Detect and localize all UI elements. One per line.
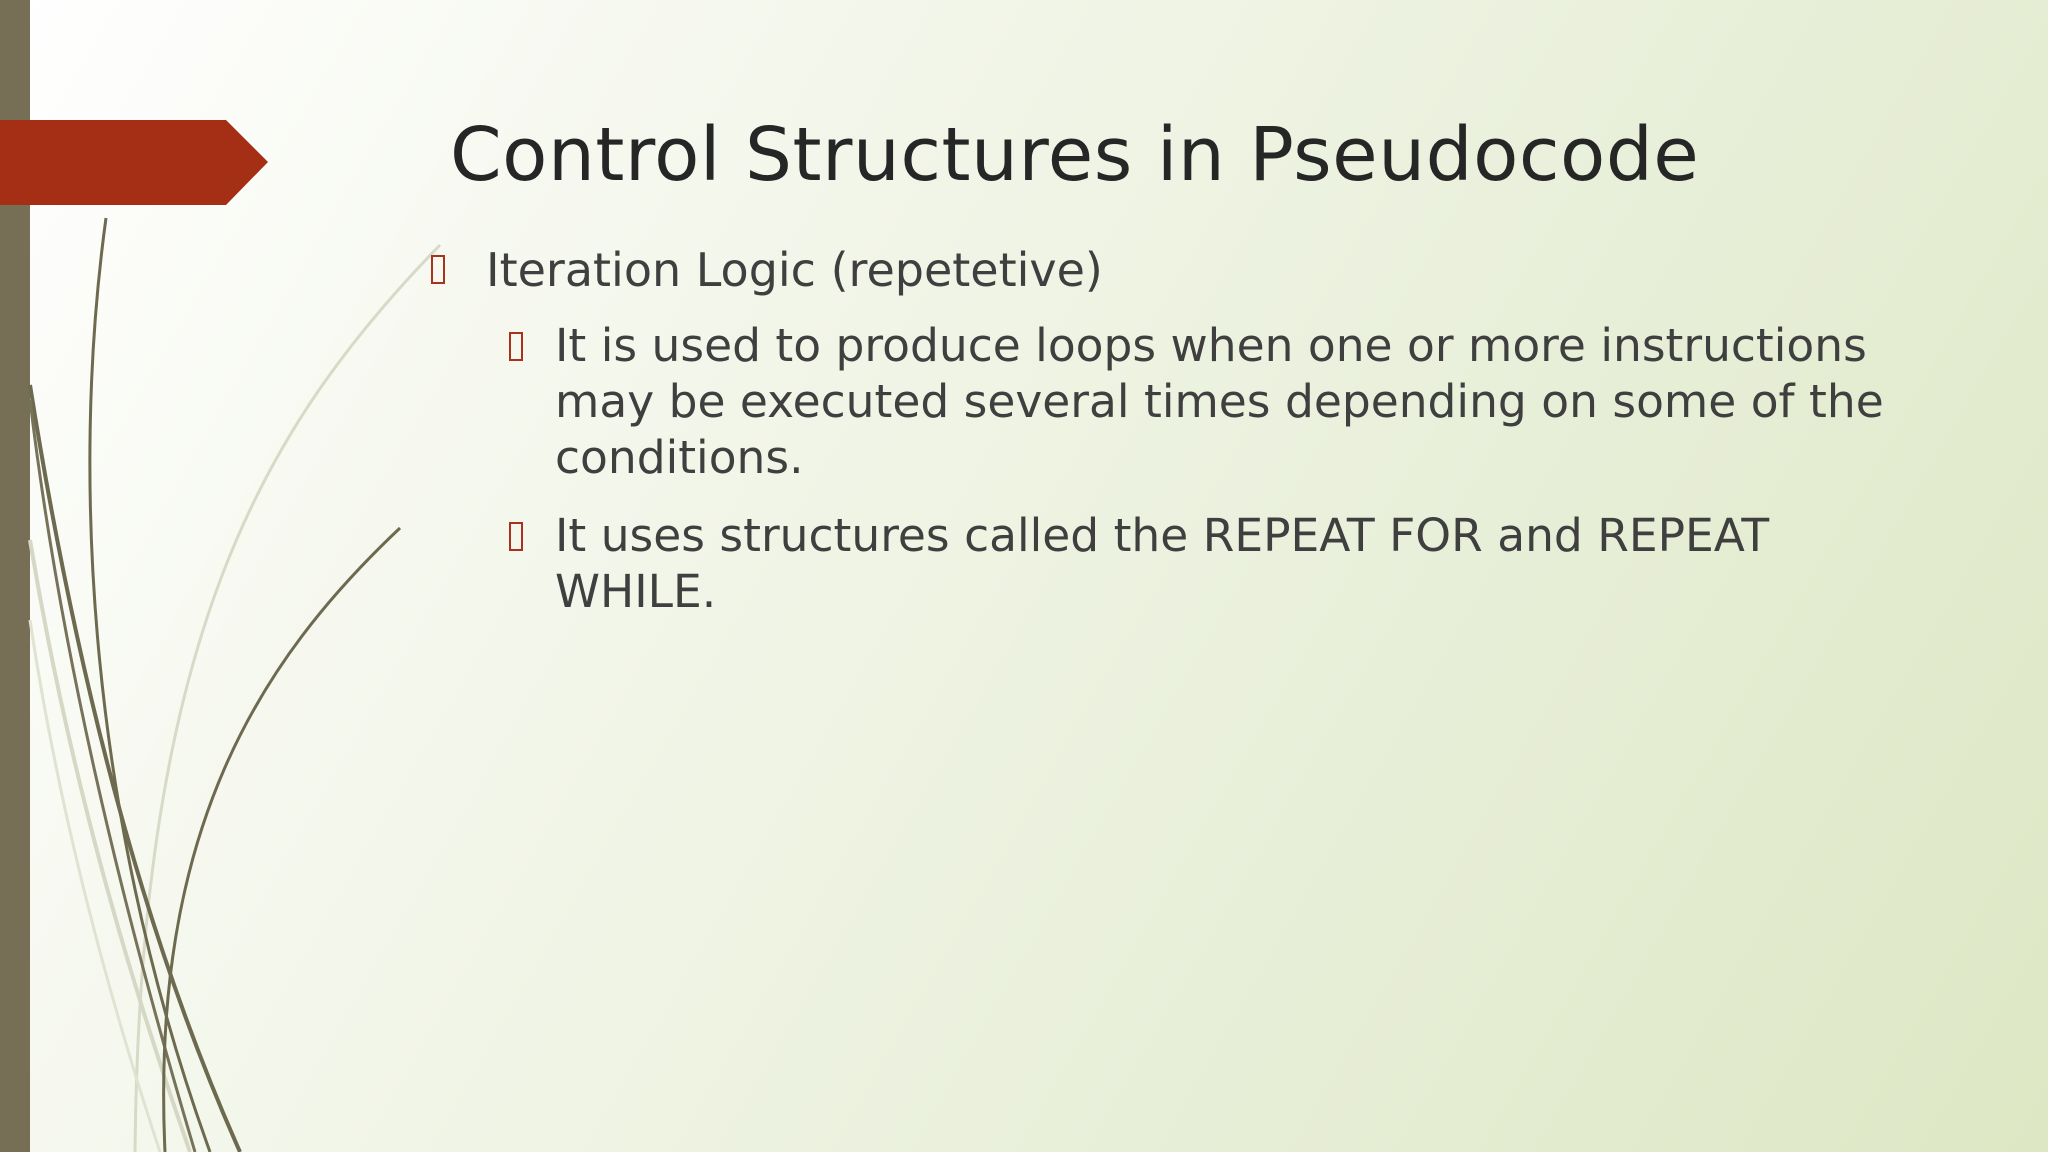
grass-strand-faint-2: [30, 540, 190, 1152]
sub-bullet-text: It is used to produce loops when one or more instructions may be executed several times depending on some of the conditions.: [555, 319, 1884, 484]
grass-strand-faint-1: [135, 245, 440, 1152]
sub-bullet-structures: [509, 508, 1929, 620]
square-bullet-icon: [509, 332, 523, 361]
square-bullet-icon: [509, 522, 523, 551]
grass-strand-2: [30, 385, 240, 1152]
square-bullet-icon: [431, 255, 445, 284]
bullet-iteration-logic: [431, 241, 1103, 299]
bullet-text: Iteration Logic (repetetive): [486, 243, 1103, 297]
arrow-marker-icon: [0, 120, 268, 205]
grass-strand-1: [90, 218, 210, 1152]
sub-bullet-loops: [509, 318, 1929, 486]
sub-bullet-text: It uses structures called the REPEAT FOR and REPEAT WHILE.: [555, 509, 1770, 618]
slide-title: Control Structures in Pseudocode: [450, 112, 1700, 198]
